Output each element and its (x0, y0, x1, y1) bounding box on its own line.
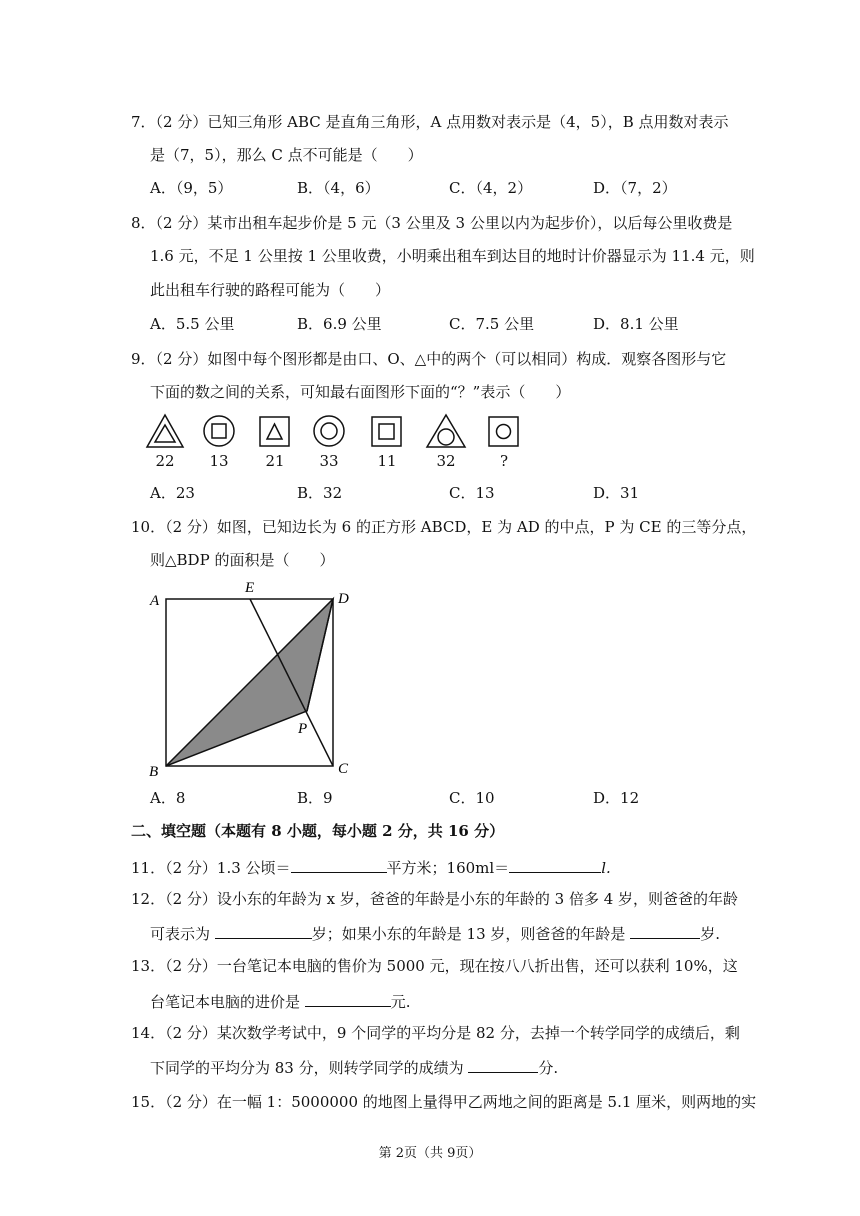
vertex-label-d: D (338, 591, 349, 607)
q8-line3: 此出租车行驶的路程可能为（ ） (150, 281, 391, 299)
q10-option-d: D．12 (593, 789, 640, 807)
square-abcd-diagram (140, 576, 360, 781)
triangle-in-triangle-figure (145, 413, 185, 449)
vertex-label-c: C (338, 761, 349, 777)
q8-option-a: A．5.5 公里 (150, 315, 235, 333)
q10-option-c: C．10 (449, 789, 495, 807)
q8-option-b: B．6.9 公里 (297, 315, 382, 333)
figure-label-3: 21 (265, 452, 285, 470)
q12-line2 (150, 922, 720, 944)
square-in-circle-figure (199, 413, 239, 449)
q13-text-b: 元. (390, 993, 411, 1011)
q12-text-b: 岁；如果小东的年龄是 13 岁，则爸爸的年龄是 (311, 925, 631, 943)
vertex-label-a: A (150, 593, 160, 609)
circle-in-circle-figure (309, 413, 349, 449)
q7-line1: 7．（2 分）已知三角形 ABC 是直角三角形，A 点用数对表示是（4，5），B 点用数对表示 (131, 113, 729, 131)
q9-option-b: B．32 (297, 484, 343, 502)
figure-label-7: ? (499, 452, 509, 470)
figure-label-4: 33 (319, 452, 339, 470)
q11-text-c: l. (601, 859, 611, 877)
q14-text-a: 下同学的平均分为 83 分，则转学同学的成绩为 (150, 1059, 469, 1077)
q12-line1: 12．（2 分）设小东的年龄为 x 岁，爸爸的年龄是小东的年龄的 3 倍多 4 岁，则爸爸的年龄 (131, 890, 739, 908)
q14-text-b: 分. (538, 1059, 559, 1077)
q7-line2: 是（7，5），那么 C 点不可能是（ ） (150, 146, 423, 164)
q13-line2 (150, 990, 411, 1012)
q10-option-b: B．9 (297, 789, 333, 807)
q14-blank (468, 1056, 538, 1073)
q9-option-c: C．13 (449, 484, 495, 502)
q10-option-a: A．8 (150, 789, 186, 807)
vertex-label-e: E (245, 580, 255, 596)
q8-option-c: C．7.5 公里 (449, 315, 535, 333)
q12-text-a: 可表示为 (150, 925, 215, 943)
q7-option-a: A．（9，5） (150, 179, 233, 197)
circle-in-square-figure (484, 413, 524, 449)
q10-line2: 则△BDP 的面积是（ ） (150, 551, 335, 569)
vertex-label-p: P (298, 721, 308, 737)
q9-option-d: D．31 (593, 484, 640, 502)
q13-text-a: 台笔记本电脑的进价是 (150, 993, 305, 1011)
q7-option-b: B．（4，6） (297, 179, 380, 197)
q13-line1: 13．（2 分）一台笔记本电脑的售价为 5000 元，现在按八八折出售，还可以获利 10%，这 (131, 957, 738, 975)
q11-blank-1 (291, 856, 387, 873)
q12-blank-2 (630, 922, 700, 939)
q7-option-c: C．（4，2） (449, 179, 533, 197)
q8-line2: 1.6 元，不足 1 公里按 1 公里收费，小明乘出租车到达目的地时计价器显示为 11.4 元，则 (150, 247, 755, 265)
square-in-square-figure (367, 413, 407, 449)
q8-option-d: D．8.1 公里 (593, 315, 679, 333)
q12-blank-1 (215, 922, 312, 939)
section-heading: 二、填空题（本题有 8 小题，每小题 2 分，共 16 分） (131, 822, 505, 840)
circle-in-triangle-figure (424, 413, 468, 449)
q9-line2: 下面的数之间的关系，可知最右面图形下面的“？”表示（ ） (150, 383, 571, 401)
q11-blank-2 (509, 856, 601, 873)
figure-label-2: 13 (209, 452, 229, 470)
q14-line1: 14．（2 分）某次数学考试中，9 个同学的平均分是 82 分，去掉一个转学同学的成绩后，剩 (131, 1024, 740, 1042)
q8-line1: 8．（2 分）某市出租车起步价是 5 元（3 公里及 3 公里以内为起步价），以后每公里收费是 (131, 214, 733, 232)
page-footer: 第 2页（共 9页） (378, 1146, 482, 1161)
vertex-label-b: B (149, 764, 159, 780)
q14-line2 (150, 1056, 558, 1078)
q15-line1: 15．（2 分）在一幅 1：5000000 的地图上量得甲乙两地之间的距离是 5.1 厘米，则两地的实 (131, 1093, 757, 1111)
triangle-bdp (166, 599, 333, 766)
figure-label-1: 22 (155, 452, 175, 470)
q7-option-d: D．（7，2） (593, 179, 677, 197)
figure-label-5: 11 (377, 452, 397, 470)
triangle-in-square-figure (255, 413, 295, 449)
q11-line (131, 856, 611, 878)
q12-text-c: 岁. (700, 925, 720, 943)
q11-text-a: 11．（2 分）1.3 公顷＝ (131, 859, 291, 877)
q11-text-b: 平方米；160ml＝ (386, 859, 510, 877)
figure-label-6: 32 (436, 452, 456, 470)
q9-option-a: A．23 (150, 484, 195, 502)
q10-line1: 10．（2 分）如图，已知边长为 6 的正方形 ABCD，E 为 AD 的中点，P 为 CE 的三等分点， (131, 518, 757, 536)
q13-blank (305, 990, 391, 1007)
q9-line1: 9．（2 分）如图中每个图形都是由口、O、△中的两个（可以相同）构成．观察各图形与它 (131, 350, 727, 368)
